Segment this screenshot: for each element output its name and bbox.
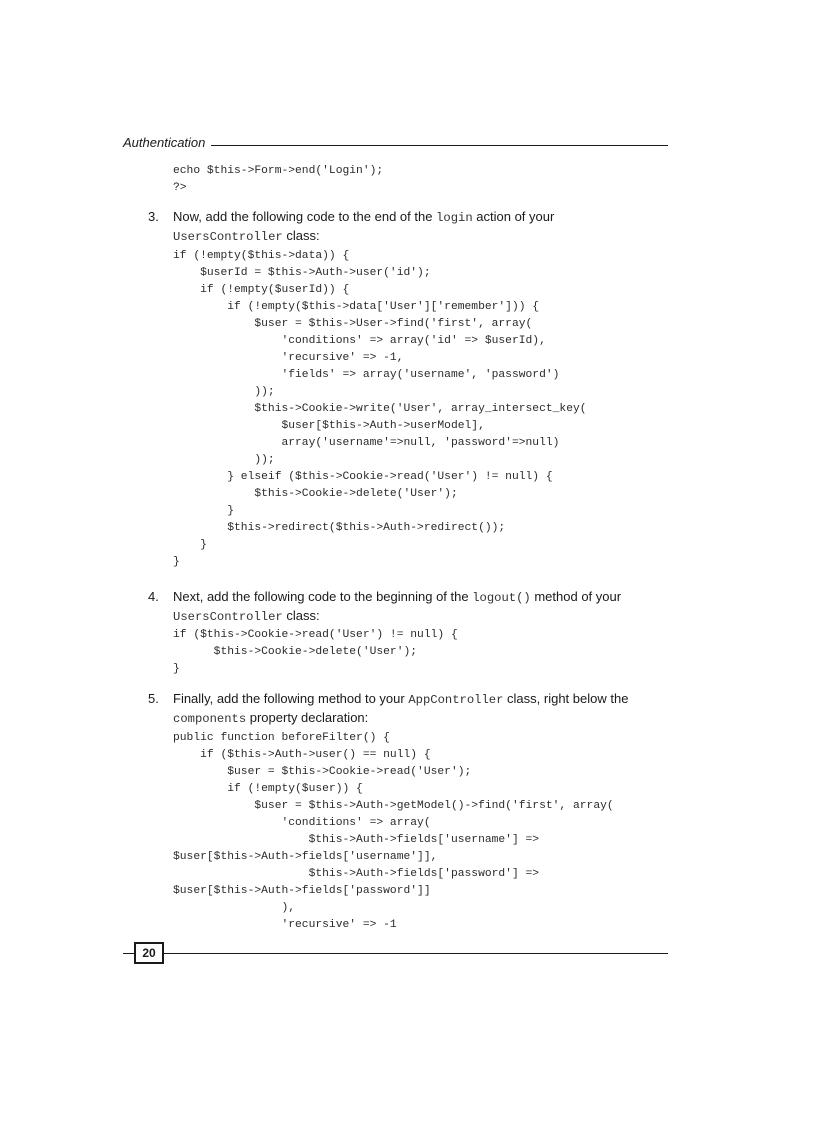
instruction-text: class: — [282, 228, 320, 243]
instruction-text: Next, add the following code to the beginning of the — [173, 589, 473, 604]
inline-code: login — [436, 211, 473, 225]
code-line: if (!empty($this->data)) { — [173, 250, 350, 262]
code-line: $user[$this->Auth->userModel], — [173, 420, 485, 432]
code-line: $user = $this->User->find('first', array( — [173, 318, 533, 330]
instruction-text: property declaration: — [246, 710, 369, 725]
code-line: )); — [173, 454, 275, 466]
code-line: 'conditions' => array('id' => $userId), — [173, 335, 546, 347]
code-line: ?> — [173, 182, 187, 194]
code-block-step4 — [173, 627, 458, 678]
code-line: ), — [173, 902, 296, 914]
code-line: $user[$this->Auth->fields['password']] — [173, 885, 431, 897]
code-line: 'recursive' => -1 — [173, 919, 397, 931]
code-line: 'recursive' => -1, — [173, 352, 404, 364]
code-line: } — [173, 556, 180, 568]
inline-code: UsersController — [173, 610, 283, 624]
instruction-text: class, right below the — [503, 691, 629, 706]
code-block-step5 — [173, 730, 614, 934]
inline-code: logout() — [472, 591, 531, 605]
code-line: 'conditions' => array( — [173, 817, 431, 829]
page-footer — [123, 942, 668, 964]
inline-code: components — [173, 712, 247, 726]
step-instruction — [173, 208, 668, 246]
code-line: } elseif ($this->Cookie->read('User') != null) { — [173, 471, 553, 483]
code-line: $this->Auth->fields['username'] => — [173, 834, 540, 846]
code-line: if (!empty($user)) { — [173, 783, 363, 795]
code-line: $this->Auth->fields['password'] => — [173, 868, 540, 880]
code-line: $userId = $this->Auth->user('id'); — [173, 267, 431, 279]
code-line: } — [173, 539, 207, 551]
code-line: $this->redirect($this->Auth->redirect()); — [173, 522, 506, 534]
inline-code: UsersController — [173, 230, 283, 244]
code-line: echo $this->Form->end('Login'); — [173, 165, 384, 177]
footer-rule — [123, 953, 668, 954]
code-line: if (!empty($this->data['User']['remember'])) { — [173, 301, 540, 313]
code-line: if (!empty($userId)) { — [173, 284, 350, 296]
inline-code: AppController — [408, 693, 504, 707]
page-number: 20 — [134, 942, 164, 964]
code-line: $this->Cookie->delete('User'); — [173, 646, 418, 658]
code-line: $user[$this->Auth->fields['username']], — [173, 851, 438, 863]
code-line: $this->Cookie->delete('User'); — [173, 488, 458, 500]
code-line: } — [173, 505, 235, 517]
code-block-step3 — [173, 248, 587, 571]
code-line: $user = $this->Cookie->read('User'); — [173, 766, 472, 778]
code-line: } — [173, 663, 180, 675]
code-line: $this->Cookie->write('User', array_intersect_key( — [173, 403, 587, 415]
code-line: if ($this->Cookie->read('User') != null) { — [173, 629, 458, 641]
step-instruction — [173, 690, 668, 728]
page-header — [123, 135, 668, 151]
instruction-text: class: — [282, 608, 320, 623]
code-block-top — [173, 163, 383, 197]
instruction-text: method of your — [530, 589, 622, 604]
instruction-text: action of your — [472, 209, 555, 224]
code-line: array('username'=>null, 'password'=>null) — [173, 437, 560, 449]
code-line: public function beforeFilter() { — [173, 732, 390, 744]
step-number: 5. — [148, 691, 159, 706]
code-line: 'fields' => array('username', 'password') — [173, 369, 560, 381]
step-number: 4. — [148, 589, 159, 604]
instruction-text: Now, add the following code to the end of the — [173, 209, 437, 224]
step-instruction — [173, 588, 668, 626]
chapter-title: Authentication — [123, 135, 211, 151]
code-line: if ($this->Auth->user() == null) { — [173, 749, 431, 761]
code-line: )); — [173, 386, 275, 398]
step-number: 3. — [148, 209, 159, 224]
code-line: $user = $this->Auth->getModel()->find('first', array( — [173, 800, 614, 812]
instruction-text: Finally, add the following method to your — [173, 691, 409, 706]
